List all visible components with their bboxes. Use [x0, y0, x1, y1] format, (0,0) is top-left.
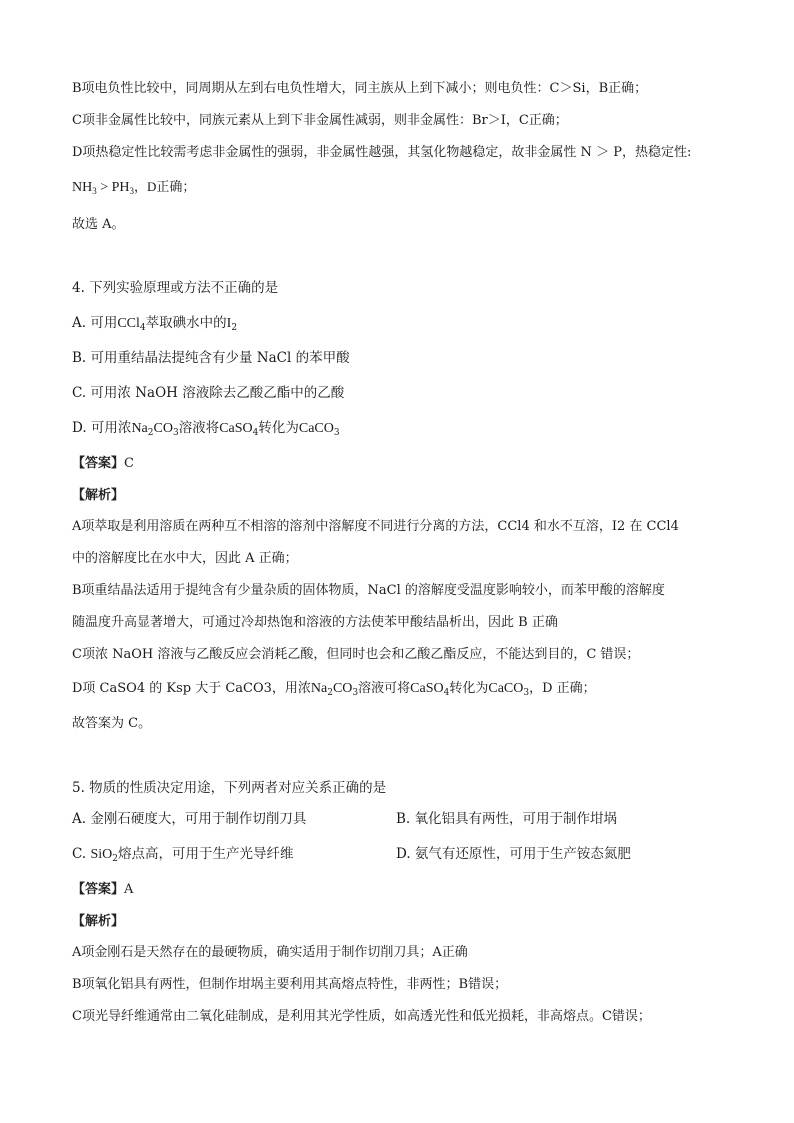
conclusion-prev: 故选 A。	[72, 217, 125, 232]
analysis-line-c: C项非金属性比较中，同族元素从上到下非金属性减弱，则非金属性：Br＞I，C正确；	[72, 113, 568, 128]
q5-analysis-line: B项氧化铝具有两性，但制作坩埚主要利用其高熔点特性，非两性；B错误；	[72, 977, 508, 992]
q4-analysis-line: B项重结晶法适用于提纯含有少量杂质的固体物质，NaCl 的溶解度受温度影响较小，而苯甲酸的溶解度	[72, 583, 665, 598]
q5-option-a: A. 金刚石硬度大，可用于制作切削刀具	[72, 811, 307, 827]
q4-option-d: D. 可用浓$Na_2CO_3$溶液将CaSO$_4$转化为CaCO$_3$	[72, 420, 340, 438]
q4-analysis-line-d: D项 CaSO4 的 Ksp 大于 CaCO3，用浓$Na_2CO_3$溶液可将CaSO$_4$转化为CaCO$_3$，D 正确；	[72, 681, 596, 698]
q4-analysis-line: 随温度升高显著增大，可通过冷却热饱和溶液的方法使苯甲酸结晶析出，因此 B 正确	[72, 615, 558, 630]
q4-conclusion: 故答案为 C。	[72, 716, 152, 731]
q5-analysis-line: C项光导纤维通常由二氧化硅制成，是利用其光学性质，如高透光性和低光损耗，非高熔点。C错误；	[72, 1009, 651, 1024]
q4-stem: 4. 下列实验原理或方法不正确的是	[72, 280, 279, 296]
q4-analysis-line: A项萃取是利用溶质在两种互不相溶的溶剂中溶解度不同进行分离的方法，CCl4 和水不互溶，I2 在 CCl4	[72, 519, 679, 534]
q5-analysis-line: A项金刚石是天然存在的最硬物质，确实适用于制作切削刀具；A正确	[72, 945, 468, 960]
q4-option-b: B. 可用重结晶法提纯含有少量 NaCl 的苯甲酸	[72, 350, 350, 366]
analysis-line-d-formula: $NH_3 > PH_3$，D正确；	[72, 179, 196, 196]
q4-analysis-label: 【解析】	[72, 488, 125, 503]
q4-answer: 【答案】C	[72, 456, 134, 471]
q4-analysis-line: 中的溶解度比在水中大，因此 A 正确；	[72, 551, 298, 566]
q5-stem: 5. 物质的性质决定用途，下列两者对应关系正确的是	[72, 780, 387, 796]
q4-option-a: A. 可用CCl$_4$萃取碘水中的$I_2$	[72, 315, 238, 333]
q4-analysis-line: C项浓 NaOH 溶液与乙酸反应会消耗乙酸，但同时也会和乙酸乙酯反应，不能达到目的，C 错误；	[72, 647, 640, 662]
q5-analysis-label: 【解析】	[72, 914, 125, 929]
analysis-line-d: D项热稳定性比较需考虑非金属性的强弱，非金属性越强，其氢化物越稳定，故非金属性 N ＞ P，热稳定性:	[72, 145, 692, 160]
q5-answer: 【答案】A	[72, 882, 134, 897]
q5-option-b: B. 氧化铝具有两性，可用于制作坩埚	[396, 811, 618, 827]
analysis-line-b: B项电负性比较中，同周期从左到右电负性增大，同主族从上到下减小；则电负性：C＞Si，B正确；	[72, 81, 648, 96]
q5-option-c: C. SiO$_2$熔点高，可用于生产光导纤维	[72, 846, 294, 864]
q4-option-c: C. 可用浓 NaOH 溶液除去乙酸乙酯中的乙酸	[72, 385, 345, 401]
q5-option-d: D. 氨气有还原性，可用于生产铵态氮肥	[396, 846, 631, 862]
